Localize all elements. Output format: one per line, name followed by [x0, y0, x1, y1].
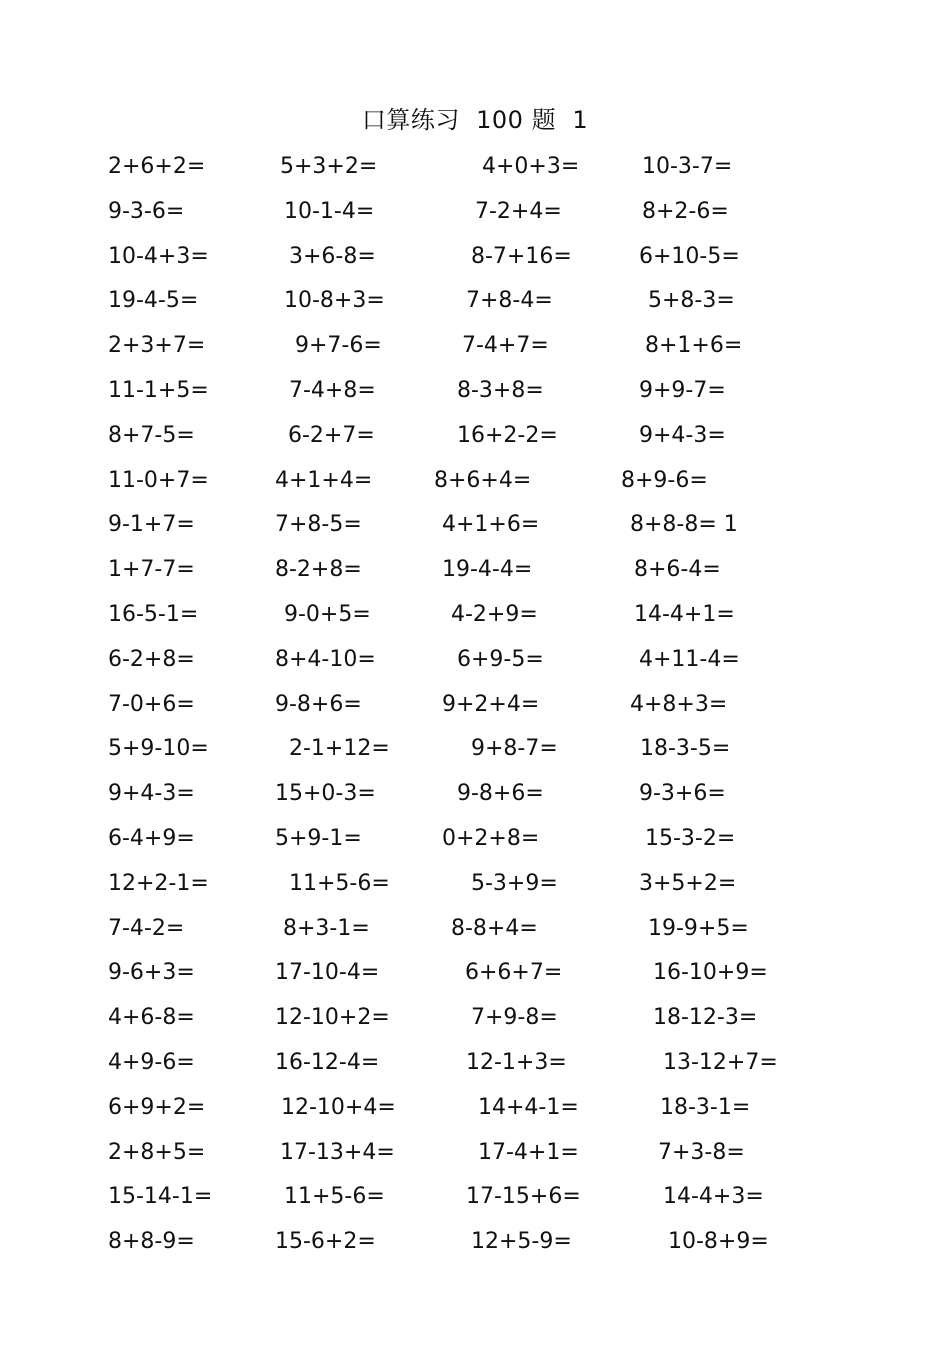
arithmetic-problem: 15-14-1=: [108, 1184, 213, 1209]
arithmetic-problem: 14-4+1=: [634, 602, 735, 627]
arithmetic-problem: 6+10-5=: [639, 244, 740, 269]
arithmetic-problem: 15+0-3=: [275, 781, 376, 806]
arithmetic-problem: 7-2+4=: [475, 199, 562, 224]
arithmetic-problem: 14-4+3=: [663, 1184, 764, 1209]
page-title: 口算练习 100 题 1: [361, 106, 589, 134]
arithmetic-problem: 4-2+9=: [451, 602, 538, 627]
arithmetic-problem: 18-3-1=: [660, 1095, 751, 1120]
arithmetic-problem: 19-9+5=: [648, 916, 749, 941]
arithmetic-problem: 6-2+8=: [108, 647, 195, 672]
arithmetic-problem: 4+1+4=: [275, 468, 373, 493]
arithmetic-problem: 6-4+9=: [108, 826, 195, 851]
arithmetic-problem: 3+5+2=: [639, 871, 737, 896]
arithmetic-problem: 8+8-9=: [108, 1229, 195, 1254]
arithmetic-problem: 8+9-6=: [621, 468, 708, 493]
arithmetic-problem: 7+8-5=: [275, 512, 362, 537]
arithmetic-problem: 8+6+4=: [434, 468, 532, 493]
arithmetic-problem: 16-12-4=: [275, 1050, 380, 1075]
arithmetic-problem: 11+5-6=: [284, 1184, 385, 1209]
arithmetic-problem: 17-13+4=: [280, 1140, 395, 1165]
arithmetic-problem: 4+9-6=: [108, 1050, 195, 1075]
arithmetic-problem: 8+3-1=: [283, 916, 370, 941]
arithmetic-problem: 7-0+6=: [108, 692, 195, 717]
arithmetic-problem: 19-4-4=: [442, 557, 533, 582]
arithmetic-problem: 9-6+3=: [108, 960, 195, 985]
arithmetic-problem: 7-4-2=: [108, 916, 185, 941]
arithmetic-problem: 11-0+7=: [108, 468, 209, 493]
arithmetic-problem: 0+2+8=: [442, 826, 540, 851]
arithmetic-problem: 8-2+8=: [275, 557, 362, 582]
arithmetic-problem: 17-10-4=: [275, 960, 380, 985]
arithmetic-problem: 5+9-10=: [108, 736, 209, 761]
arithmetic-problem: 8+8-8= 1: [630, 512, 738, 537]
arithmetic-problem: 10-4+3=: [108, 244, 209, 269]
arithmetic-problem: 6+9-5=: [457, 647, 544, 672]
arithmetic-problem: 7-4+8=: [289, 378, 376, 403]
arithmetic-problem: 2+3+7=: [108, 333, 206, 358]
arithmetic-problem: 9+2+4=: [442, 692, 540, 717]
arithmetic-problem: 14+4-1=: [478, 1095, 579, 1120]
arithmetic-problem: 9-3+6=: [639, 781, 726, 806]
arithmetic-problem: 8-7+16=: [471, 244, 572, 269]
arithmetic-problem: 1+7-7=: [108, 557, 195, 582]
arithmetic-problem: 15-3-2=: [645, 826, 736, 851]
arithmetic-problem: 8-8+4=: [451, 916, 538, 941]
arithmetic-problem: 2-1+12=: [289, 736, 390, 761]
arithmetic-problem: 8+2-6=: [642, 199, 729, 224]
arithmetic-problem: 8+7-5=: [108, 423, 195, 448]
arithmetic-problem: 7+3-8=: [658, 1140, 745, 1165]
arithmetic-problem: 6-2+7=: [288, 423, 375, 448]
arithmetic-problem: 19-4-5=: [108, 288, 199, 313]
arithmetic-problem: 5+8-3=: [648, 288, 735, 313]
arithmetic-problem: 9-3-6=: [108, 199, 185, 224]
arithmetic-problem: 9+7-6=: [295, 333, 382, 358]
arithmetic-problem: 18-12-3=: [653, 1005, 758, 1030]
arithmetic-problem: 10-8+9=: [668, 1229, 769, 1254]
arithmetic-problem: 12+2-1=: [108, 871, 209, 896]
arithmetic-problem: 9+4-3=: [639, 423, 726, 448]
arithmetic-problem: 9-8+6=: [275, 692, 362, 717]
arithmetic-problem: 4+6-8=: [108, 1005, 195, 1030]
arithmetic-problem: 15-6+2=: [275, 1229, 376, 1254]
arithmetic-problem: 9-8+6=: [457, 781, 544, 806]
arithmetic-problem: 2+8+5=: [108, 1140, 206, 1165]
arithmetic-problem: 12-1+3=: [466, 1050, 567, 1075]
arithmetic-problem: 10-8+3=: [284, 288, 385, 313]
arithmetic-problem: 4+11-4=: [639, 647, 740, 672]
arithmetic-problem: 9+9-7=: [639, 378, 726, 403]
arithmetic-problem: 6+9+2=: [108, 1095, 206, 1120]
arithmetic-problem: 12-10+2=: [275, 1005, 390, 1030]
arithmetic-problem: 16-10+9=: [653, 960, 768, 985]
arithmetic-problem: 16-5-1=: [108, 602, 199, 627]
arithmetic-problem: 11+5-6=: [289, 871, 390, 896]
arithmetic-problem: 9+8-7=: [471, 736, 558, 761]
arithmetic-problem: 8+4-10=: [275, 647, 376, 672]
arithmetic-problem: 8+1+6=: [645, 333, 743, 358]
arithmetic-problem: 7-4+7=: [462, 333, 549, 358]
arithmetic-problem: 8-3+8=: [457, 378, 544, 403]
arithmetic-problem: 8+6-4=: [634, 557, 721, 582]
arithmetic-problem: 6+6+7=: [465, 960, 563, 985]
arithmetic-problem: 17-15+6=: [466, 1184, 581, 1209]
arithmetic-problem: 18-3-5=: [640, 736, 731, 761]
arithmetic-problem: 10-1-4=: [284, 199, 375, 224]
arithmetic-problem: 16+2-2=: [457, 423, 558, 448]
arithmetic-problem: 17-4+1=: [478, 1140, 579, 1165]
arithmetic-problem: 5+9-1=: [275, 826, 362, 851]
arithmetic-problem: 5+3+2=: [280, 154, 378, 179]
arithmetic-problem: 9-0+5=: [284, 602, 371, 627]
arithmetic-problem: 11-1+5=: [108, 378, 209, 403]
arithmetic-problem: 12-10+4=: [281, 1095, 396, 1120]
arithmetic-problem: 4+8+3=: [630, 692, 728, 717]
arithmetic-problem: 9+4-3=: [108, 781, 195, 806]
arithmetic-problem: 7+9-8=: [471, 1005, 558, 1030]
arithmetic-problem: 4+0+3=: [482, 154, 580, 179]
arithmetic-problem: 7+8-4=: [466, 288, 553, 313]
arithmetic-problem: 10-3-7=: [642, 154, 733, 179]
arithmetic-problem: 4+1+6=: [442, 512, 540, 537]
arithmetic-problem: 13-12+7=: [663, 1050, 778, 1075]
arithmetic-problem: 9-1+7=: [108, 512, 195, 537]
arithmetic-problem: 2+6+2=: [108, 154, 206, 179]
arithmetic-problem: 5-3+9=: [471, 871, 558, 896]
arithmetic-problem: 3+6-8=: [289, 244, 376, 269]
arithmetic-problem: 12+5-9=: [471, 1229, 572, 1254]
